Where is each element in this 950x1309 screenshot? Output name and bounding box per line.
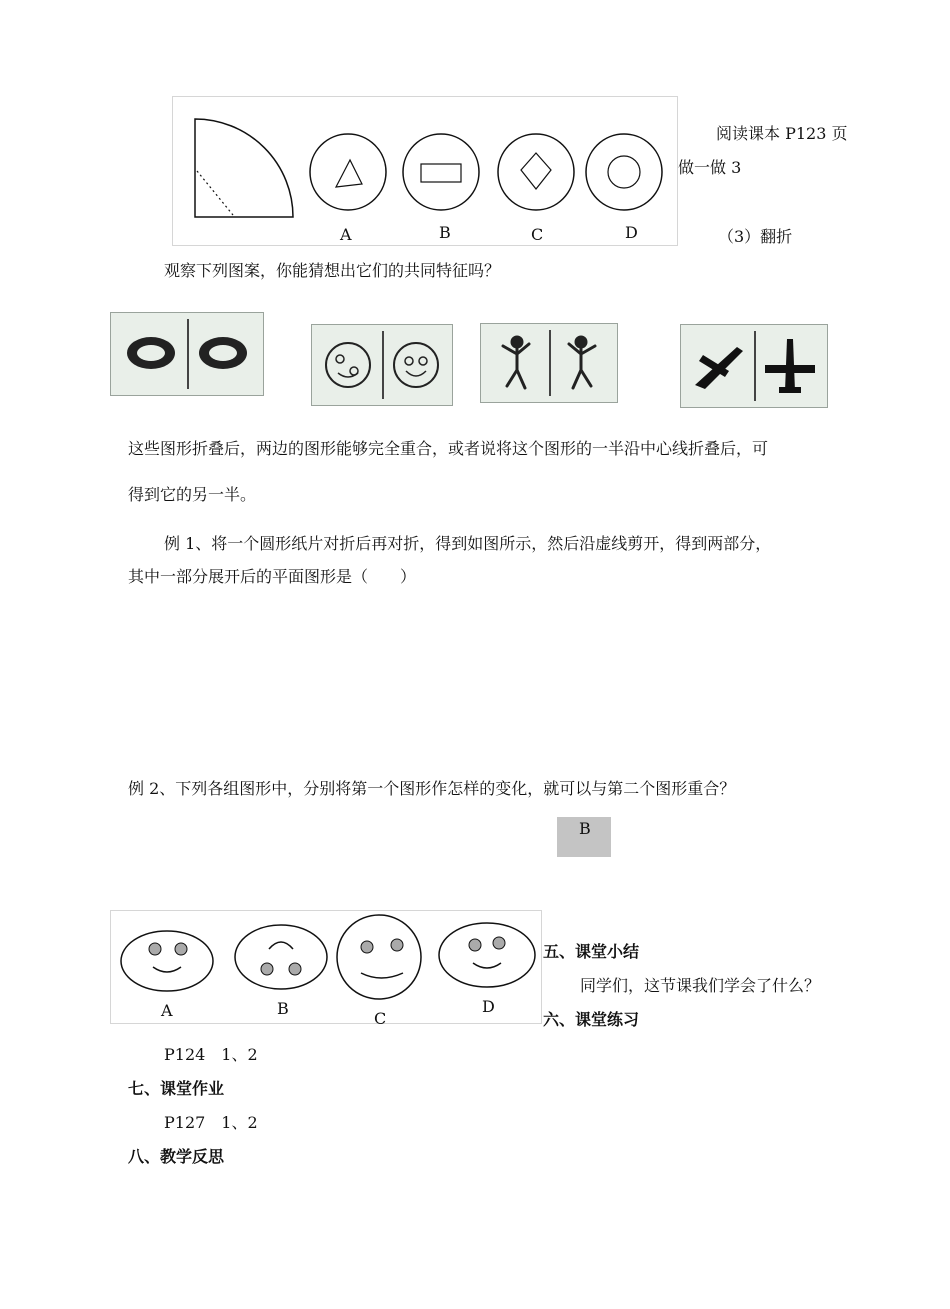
face-c (337, 915, 421, 999)
face-c-label: C (374, 1009, 387, 1028)
face-d-label: D (482, 997, 495, 1016)
face-d (439, 923, 535, 987)
face-b-label: B (277, 999, 289, 1018)
option-d-label: D (625, 223, 638, 242)
practice-text: P124 1、2 (164, 1045, 258, 1064)
fold-explain-line2: 得到它的另一半。 (128, 485, 257, 504)
face-b (235, 925, 327, 989)
option-c-shape (498, 134, 574, 210)
example2-text: 例 2、下列各组图形中，分别将第一个图形作怎样的变化，就可以与第二个图形重合？ (128, 779, 736, 798)
practice-heading: 六、课堂练习 (543, 1010, 640, 1029)
dancer-symmetry-image (480, 323, 618, 403)
option-a-label: A (340, 225, 352, 244)
faces-figure-svg (111, 911, 541, 1023)
airplane-symmetry-image (680, 324, 828, 408)
option-b-label: B (439, 223, 451, 242)
observe-prompt: 观察下列图案，你能猜想出它们的共同特征吗？ (164, 261, 501, 280)
option-a-shape (310, 134, 386, 210)
example1-figure-svg (173, 97, 677, 245)
example1-line1: 例 1、将一个圆形纸片对折后再对折，得到如图所示，然后沿虚线剪开，得到两部分， (164, 534, 772, 553)
face-a-label: A (161, 1001, 173, 1020)
faces-figure (110, 910, 542, 1028)
example1-line2: 其中一部分展开后的平面图形是（ ） (128, 567, 417, 586)
fold-explain-line1: 这些图形折叠后，两边的图形能够完全重合，或者说将这个图形的一半沿中心线折叠后，可 (128, 439, 769, 458)
smiley-symmetry-image (311, 324, 453, 406)
frog-symmetry-image (110, 312, 264, 396)
cut-dashed-line (197, 171, 233, 215)
option-b-shape (403, 134, 479, 210)
option-c-label: C (531, 225, 544, 244)
reflection-heading: 八、教学反思 (128, 1147, 225, 1166)
face-a (121, 931, 213, 991)
example1-figure (172, 96, 678, 246)
summary-text: 同学们，这节课我们学会了什么？ (580, 976, 821, 995)
quarter-circle-shape (195, 119, 293, 217)
side-note-fold: （3）翻折 (718, 227, 793, 246)
side-note-read: 阅读课本 P123 页 (716, 124, 848, 143)
answer-box (557, 817, 611, 857)
answer-box-label: B (579, 819, 591, 838)
option-d-shape (586, 134, 662, 210)
homework-text: P127 1、2 (164, 1113, 258, 1132)
summary-heading: 五、课堂小结 (543, 942, 640, 961)
side-note-do: 做一做 3 (678, 158, 742, 177)
homework-heading: 七、课堂作业 (128, 1079, 225, 1098)
